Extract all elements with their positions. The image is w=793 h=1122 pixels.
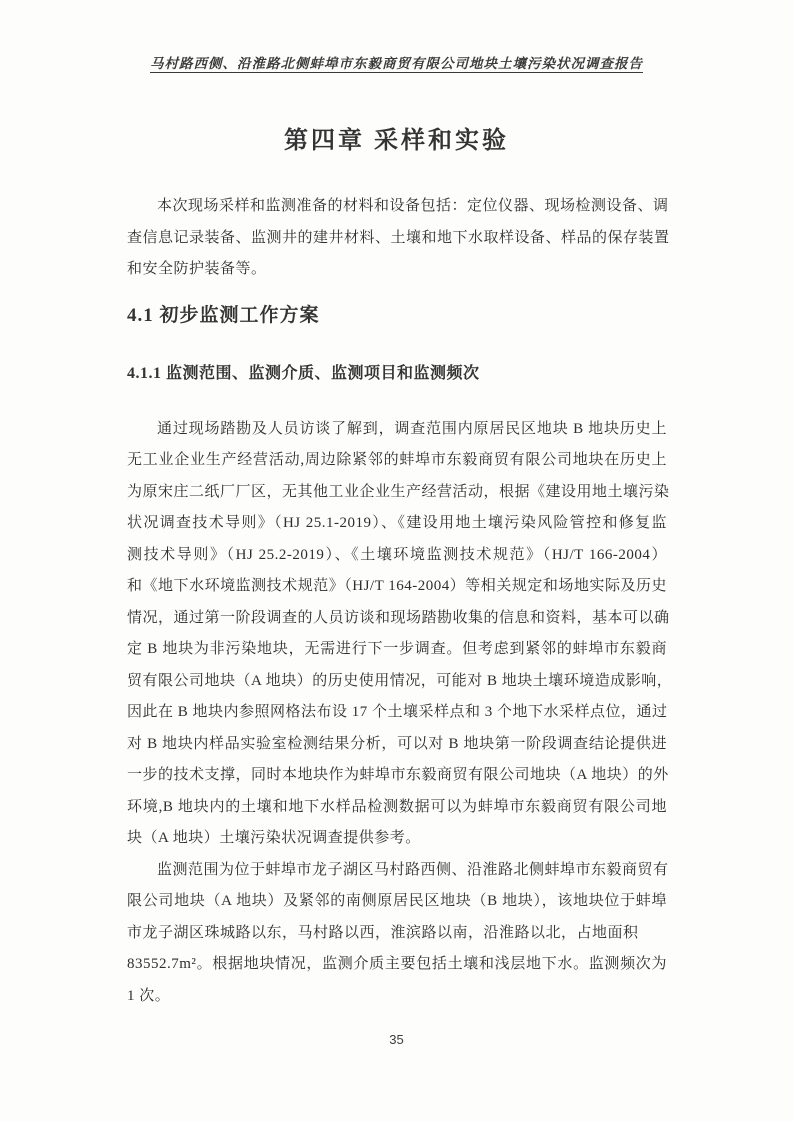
paragraph-line: 和安全防护装备等。 bbox=[127, 261, 267, 277]
paragraph-line: 因此在 B 地块内参照网格法布设 17 个土壤采样点和 3 个地下水采样点位，通过 bbox=[127, 704, 668, 720]
monitoring-paragraph bbox=[127, 414, 673, 855]
paragraph-line: 本次现场采样和监测准备的材料和设备包括：定位仪器、现场检测设备、调 bbox=[157, 198, 669, 214]
paragraph-line: 贸有限公司地块（A 地块）的历史使用情况，可能对 B 地块土壤环境造成影响， bbox=[127, 672, 673, 689]
paragraph-line: 环境,B 地块内的土壤和地下水样品检测数据可以为蚌埠市东毅商贸有限公司地 bbox=[127, 798, 667, 815]
paragraph-line: 测技术导则》（HJ 25.2-2019）、《土壤环境监测技术规范》（HJ/T 166-2004） bbox=[127, 546, 667, 563]
paragraph-line: 一步的技术支撑，同时本地块作为蚌埠市东毅商贸有限公司地块（A 地块）的外 bbox=[127, 767, 669, 783]
chapter-title: 第四章 采样和实验 bbox=[284, 128, 509, 154]
paragraph-line: 查信息记录装备、监测井的建井材料、土壤和地下水取样设备、样品的保存装置 bbox=[127, 229, 670, 246]
intro-paragraph bbox=[127, 191, 670, 286]
paragraph-line: 对 B 地块内样品实验室检测结果分析，可以对 B 地块第一阶段调查结论提供进 bbox=[127, 735, 667, 752]
paragraph-line: 定 B 地块为非污染地块，无需进行下一步调查。但考虑到紧邻的蚌埠市东毅商 bbox=[127, 641, 667, 657]
paragraph-line: 1 次。 bbox=[127, 987, 171, 1004]
paragraph-line: 市龙子湖区珠城路以东，马村路以西，淮滨路以南，沿淮路以北，占地面积 bbox=[127, 924, 639, 941]
page-content bbox=[127, 191, 673, 1012]
section-heading-4-1: 4.1 初步监测工作方案 bbox=[127, 304, 320, 326]
paragraph-line: 监测范围为位于蚌埠市龙子湖区马村路西侧、沿淮路北侧蚌埠市东毅商贸有 bbox=[157, 861, 669, 878]
page-number: 35 bbox=[389, 1032, 404, 1047]
paragraph-line: 情况，通过第一阶段调查的人员访谈和现场踏勘收集的信息和资料，基本可以确 bbox=[127, 609, 670, 626]
paragraph-line: 限公司地块（A 地块）及紧邻的南侧原居民区地块（B 地块），该地块位于蚌埠 bbox=[127, 893, 667, 909]
section-heading-4-1-1: 4.1.1 监测范围、监测介质、监测项目和监测频次 bbox=[127, 364, 480, 382]
paragraph-line: 83552.7m²。根据地块情况，监测介质主要包括土壤和浅层地下水。监测频次为 bbox=[127, 956, 667, 972]
paragraph-line: 状况调查技术导则》（HJ 25.1-2019）、《建设用地土壤污染风险管控和修复监 bbox=[127, 515, 667, 531]
running-header: 马村路西侧、沿淮路北侧蚌埠市东毅商贸有限公司地块土壤污染状况调查报告 bbox=[150, 56, 643, 71]
paragraph-line: 块（A 地块）土壤污染状况调查提供参考。 bbox=[127, 830, 421, 846]
paragraph-line: 通过现场踏勘及人员访谈了解到，调查范围内原居民区地块 B 地块历史上 bbox=[157, 420, 667, 437]
scope-paragraph bbox=[127, 855, 667, 1013]
paragraph-line: 为原宋庄二纸厂厂区，无其他工业企业生产经营活动，根据《建设用地土壤污染 bbox=[127, 483, 670, 500]
paragraph-line: 无工业企业生产经营活动,周边除紧邻的蚌埠市东毅商贸有限公司地块在历史上 bbox=[127, 452, 667, 468]
paragraph-line: 和《地下水环境监测技术规范》（HJ/T 164-2004）等相关规定和场地实际及历史 bbox=[127, 578, 667, 594]
